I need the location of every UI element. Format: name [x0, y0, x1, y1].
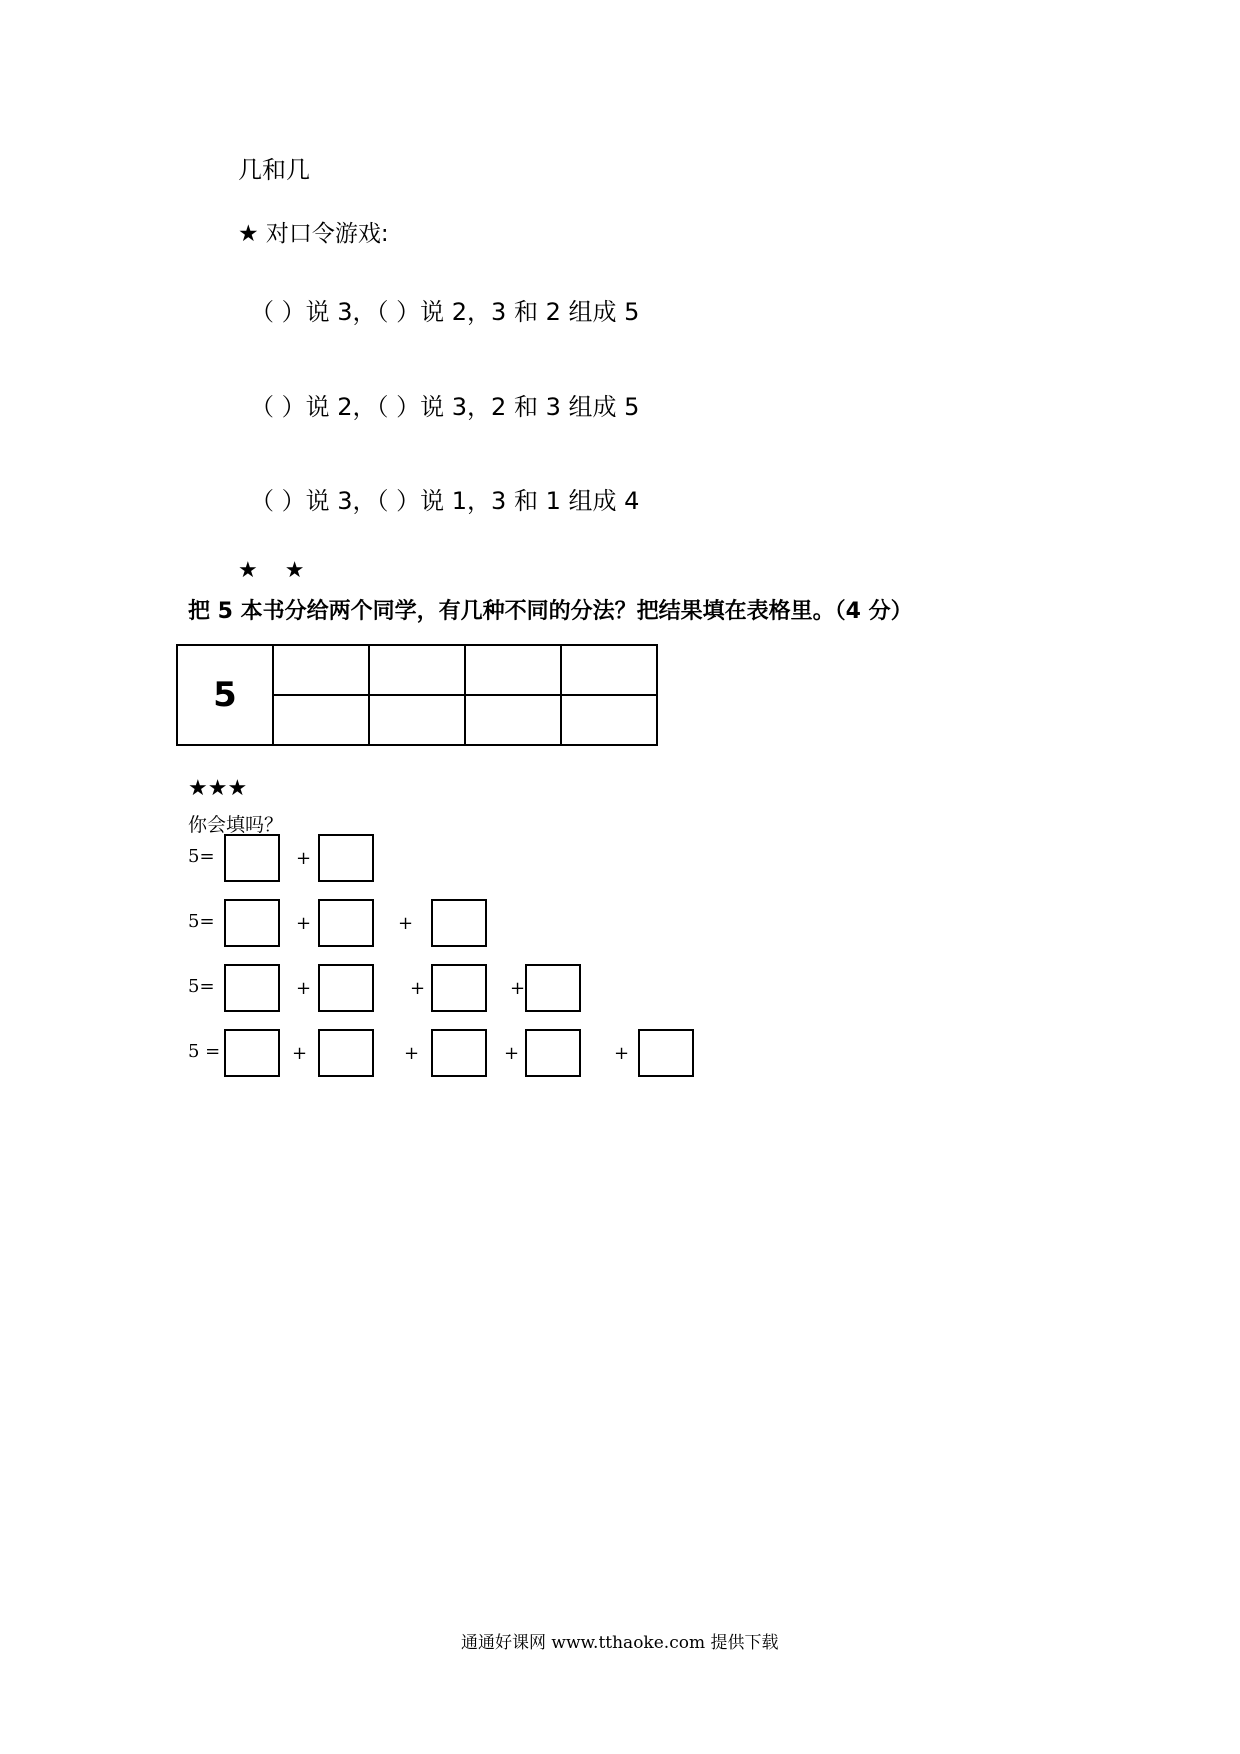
section3-stars: ★★★ — [188, 776, 248, 801]
chant-line-1: （ ）说 3，（ ）说 2，3 和 2 组成 5 — [250, 298, 640, 326]
answer-cell-1-1[interactable] — [273, 645, 369, 695]
plus-sign: + — [510, 978, 526, 999]
answer-box[interactable] — [224, 964, 280, 1012]
section1-heading: ★ 对口令游戏: — [238, 221, 389, 247]
plus-sign: + — [504, 1043, 520, 1064]
table-number: 5 — [177, 645, 273, 745]
answer-box[interactable] — [224, 899, 280, 947]
answer-cell-1-4[interactable] — [561, 645, 657, 695]
answer-box[interactable] — [525, 1029, 581, 1077]
answer-box[interactable] — [638, 1029, 694, 1077]
footer-credit: 通通好课网 www.tthaoke.com 提供下载 — [461, 1633, 779, 1653]
answer-box[interactable] — [431, 1029, 487, 1077]
plus-sign: + — [292, 1043, 308, 1064]
equation-lhs-4: 5 = — [188, 1041, 221, 1062]
plus-sign: + — [296, 913, 312, 934]
answer-cell-2-3[interactable] — [465, 695, 561, 745]
answer-box[interactable] — [318, 964, 374, 1012]
equation-lhs-2: 5= — [188, 911, 215, 932]
chant-line-3: （ ）说 3，（ ）说 1，3 和 1 组成 4 — [250, 487, 640, 515]
plus-sign: + — [296, 978, 312, 999]
plus-sign: + — [614, 1043, 630, 1064]
answer-cell-2-1[interactable] — [273, 695, 369, 745]
equation-lhs-3: 5= — [188, 976, 215, 997]
plus-sign: + — [404, 1043, 420, 1064]
plus-sign: + — [296, 848, 312, 869]
answer-box[interactable] — [318, 1029, 374, 1077]
answer-cell-2-4[interactable] — [561, 695, 657, 745]
answer-box[interactable] — [224, 834, 280, 882]
answer-box[interactable] — [525, 964, 581, 1012]
answer-box[interactable] — [318, 834, 374, 882]
answer-box[interactable] — [224, 1029, 280, 1077]
answer-cell-1-2[interactable] — [369, 645, 465, 695]
chant-line-2: （ ）说 2，（ ）说 3，2 和 3 组成 5 — [250, 393, 640, 421]
section2-question: 把 5 本书分给两个同学，有几种不同的分法？把结果填在表格里。（4 分） — [188, 599, 913, 624]
answer-box[interactable] — [318, 899, 374, 947]
answer-cell-1-3[interactable] — [465, 645, 561, 695]
split-table — [176, 644, 658, 746]
equation-lhs-1: 5= — [188, 846, 215, 867]
plus-sign: + — [398, 913, 414, 934]
plus-sign: + — [410, 978, 426, 999]
section3-prompt: 你会填吗？ — [188, 814, 284, 836]
section2-stars: ★ ★ — [238, 558, 315, 583]
page-title: 几和几 — [238, 156, 310, 184]
answer-cell-2-2[interactable] — [369, 695, 465, 745]
answer-box[interactable] — [431, 899, 487, 947]
answer-box[interactable] — [431, 964, 487, 1012]
